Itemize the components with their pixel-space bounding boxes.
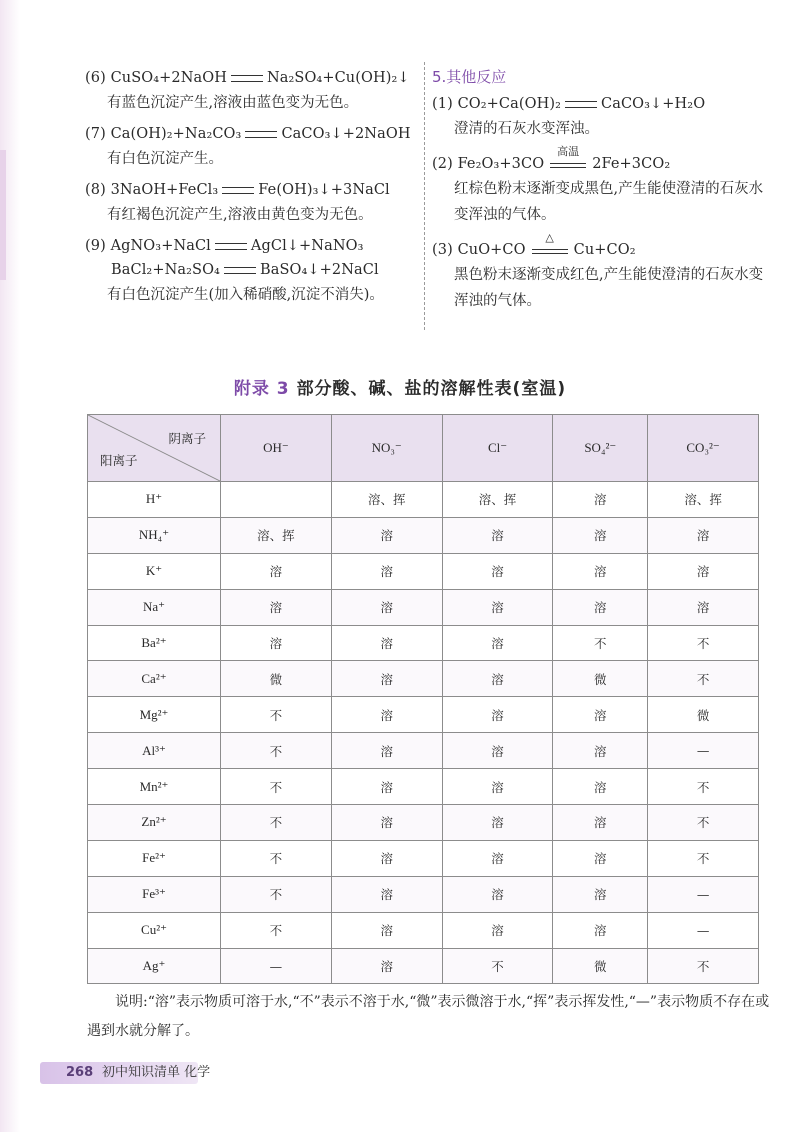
solubility-cell: 溶 — [553, 805, 648, 841]
reaction-r1 — [432, 92, 772, 142]
solubility-cell: 溶 — [331, 912, 442, 948]
reaction-number: (9) — [85, 238, 106, 254]
table-header-row — [88, 415, 759, 482]
reactants: CuSO₄+2NaOH — [110, 70, 227, 86]
solubility-cell: 溶 — [442, 589, 553, 625]
cation-cell: Mg²⁺ — [88, 697, 221, 733]
page-number: 268 — [66, 1065, 94, 1080]
solubility-cell: 溶 — [442, 840, 553, 876]
reaction-equation — [85, 258, 420, 282]
cation-cell: Al³⁺ — [88, 733, 221, 769]
reaction-9 — [85, 234, 420, 308]
table-row — [88, 553, 759, 589]
solubility-cell: 溶 — [331, 876, 442, 912]
products: CaCO₃↓+H₂O — [601, 96, 706, 112]
solubility-cell: 微 — [221, 661, 332, 697]
solubility-cell: 溶 — [331, 840, 442, 876]
reaction-description: 澄清的石灰水变浑浊。 — [454, 121, 599, 137]
solubility-cell: 不 — [648, 805, 759, 841]
cation-cell: H⁺ — [88, 482, 221, 518]
products: Fe(OH)₃↓+3NaCl — [258, 182, 390, 198]
equal-sign — [231, 75, 263, 82]
solubility-cell: 溶 — [331, 625, 442, 661]
products: Na₂SO₄+Cu(OH)₂↓ — [266, 70, 410, 86]
solubility-cell: 溶 — [648, 553, 759, 589]
anion-header: OH⁻ — [221, 415, 332, 482]
solubility-cell: 溶 — [553, 876, 648, 912]
equal-sign — [224, 267, 256, 274]
solubility-cell: 不 — [221, 912, 332, 948]
solubility-cell: 溶 — [331, 948, 442, 984]
reactants: AgNO₃+NaCl — [110, 238, 211, 254]
reaction-description: 有蓝色沉淀产生,溶液由蓝色变为无色。 — [107, 95, 359, 111]
cation-cell: Fe³⁺ — [88, 876, 221, 912]
diagonal-line — [88, 415, 220, 481]
table-row — [88, 517, 759, 553]
equal-sign — [565, 101, 597, 108]
reactants: Fe₂O₃+3CO — [457, 156, 545, 172]
cation-cell: Mn²⁺ — [88, 769, 221, 805]
products: 2Fe+3CO₂ — [592, 156, 671, 172]
right-reactions-column — [432, 66, 772, 320]
anion-header: CO₃²⁻ — [648, 415, 759, 482]
solubility-cell: 溶 — [331, 805, 442, 841]
anion-header: Cl⁻ — [442, 415, 553, 482]
solubility-cell: — — [648, 912, 759, 948]
solubility-cell: 溶 — [442, 805, 553, 841]
reaction-number: (7) — [85, 126, 106, 142]
solubility-table — [87, 414, 759, 984]
reaction-condition — [548, 145, 588, 171]
reaction-condition — [530, 231, 570, 257]
reaction-equation — [432, 231, 772, 262]
table-row — [88, 482, 759, 518]
reaction-equation — [85, 122, 420, 146]
equal-sign — [245, 131, 277, 138]
solubility-cell: 溶 — [442, 517, 553, 553]
solubility-cell: 溶、挥 — [221, 517, 332, 553]
solubility-cell: 溶、挥 — [331, 482, 442, 518]
solubility-cell: — — [648, 876, 759, 912]
solubility-cell: 溶 — [331, 661, 442, 697]
reaction-number: (6) — [85, 70, 106, 86]
table-row — [88, 589, 759, 625]
solubility-cell: — — [221, 948, 332, 984]
cation-cell: Zn²⁺ — [88, 805, 221, 841]
reaction-description: 有白色沉淀产生(加入稀硝酸,沉淀不消失)。 — [107, 287, 384, 303]
reaction-description: 红棕色粉末逐渐变成黑色,产生能使澄清的石灰水变浑浊的气体。 — [454, 181, 764, 223]
solubility-cell: 溶 — [553, 553, 648, 589]
solubility-cell: 微 — [553, 661, 648, 697]
reaction-equation — [432, 92, 772, 116]
appendix-heading: 部分酸、碱、盐的溶解性表(室温) — [296, 379, 567, 399]
anion-header: SO₄²⁻ — [553, 415, 648, 482]
solubility-cell: 溶 — [553, 733, 648, 769]
solubility-cell: 溶 — [221, 589, 332, 625]
reaction-r3 — [432, 231, 772, 314]
solubility-cell: 不 — [553, 625, 648, 661]
anion-axis-label: 阴离子 — [168, 431, 206, 446]
solubility-cell: 溶 — [553, 697, 648, 733]
solubility-cell: 溶 — [442, 625, 553, 661]
reaction-equation — [85, 66, 420, 90]
table-corner-cell — [88, 415, 221, 482]
solubility-cell: 溶 — [442, 876, 553, 912]
reaction-description: 有白色沉淀产生。 — [107, 151, 223, 167]
solubility-cell: 溶 — [442, 769, 553, 805]
solubility-cell: 溶 — [331, 517, 442, 553]
table-row — [88, 733, 759, 769]
solubility-cell: 溶 — [221, 625, 332, 661]
appendix-title — [0, 374, 800, 399]
table-row — [88, 876, 759, 912]
condition-label: △ — [545, 231, 554, 244]
solubility-cell: 溶 — [553, 482, 648, 518]
solubility-cell: 溶 — [442, 661, 553, 697]
cation-cell: Cu²⁺ — [88, 912, 221, 948]
solubility-cell: 不 — [221, 733, 332, 769]
solubility-cell: 不 — [648, 948, 759, 984]
reactants: Ca(OH)₂+Na₂CO₃ — [110, 126, 242, 142]
solubility-cell: 溶 — [648, 589, 759, 625]
products: Cu+CO₂ — [573, 242, 636, 258]
solubility-cell: — — [648, 733, 759, 769]
solubility-cell: 溶 — [553, 912, 648, 948]
solubility-cell: 溶 — [442, 553, 553, 589]
solubility-cell: 溶 — [442, 697, 553, 733]
table-row — [88, 697, 759, 733]
solubility-cell: 不 — [221, 876, 332, 912]
solubility-cell: 不 — [221, 805, 332, 841]
equal-sign — [222, 187, 254, 194]
solubility-cell: 不 — [221, 840, 332, 876]
solubility-cell: 溶 — [553, 517, 648, 553]
legend-note: 说明:“溶”表示物质可溶于水,“不”表示不溶于水,“微”表示微溶于水,“挥”表示挥发性,“—”表示物质不存在或遇到水就分解了。 — [87, 994, 770, 1039]
solubility-cell: 溶 — [331, 769, 442, 805]
table-row — [88, 912, 759, 948]
products: CaCO₃↓+2NaOH — [281, 126, 411, 142]
reaction-7 — [85, 122, 420, 172]
table-row — [88, 948, 759, 984]
reaction-number: (2) — [432, 156, 453, 172]
solubility-cell: 溶 — [553, 840, 648, 876]
table-row — [88, 625, 759, 661]
table-row — [88, 805, 759, 841]
page-edge-mark — [0, 150, 6, 280]
reaction-description: 黑色粉末逐渐变成红色,产生能使澄清的石灰水变浑浊的气体。 — [454, 267, 764, 309]
anion-header: NO₃⁻ — [331, 415, 442, 482]
products: BaSO₄↓+2NaCl — [259, 262, 379, 278]
solubility-cell: 不 — [648, 769, 759, 805]
solubility-cell: 溶 — [553, 589, 648, 625]
cation-cell: Ba²⁺ — [88, 625, 221, 661]
solubility-cell: 溶 — [331, 589, 442, 625]
cation-cell: Ca²⁺ — [88, 661, 221, 697]
reaction-equation — [85, 234, 420, 258]
table-body — [88, 482, 759, 984]
reactants: 3NaOH+FeCl₃ — [110, 182, 219, 198]
solubility-cell: 溶 — [442, 733, 553, 769]
reaction-equation — [432, 145, 772, 176]
equal-sign — [550, 163, 586, 168]
column-divider — [424, 62, 425, 330]
solubility-cell: 不 — [221, 697, 332, 733]
reactants: CuO+CO — [457, 242, 526, 258]
products: AgCl↓+NaNO₃ — [250, 238, 364, 254]
solubility-cell: 不 — [442, 948, 553, 984]
solubility-cell: 溶、挥 — [442, 482, 553, 518]
solubility-cell: 溶、挥 — [648, 482, 759, 518]
solubility-cell: 不 — [221, 769, 332, 805]
reactants: BaCl₂+Na₂SO₄ — [111, 262, 220, 278]
solubility-cell: 溶 — [331, 697, 442, 733]
cation-cell: Fe²⁺ — [88, 840, 221, 876]
solubility-cell: 溶 — [442, 912, 553, 948]
solubility-cell: 溶 — [648, 517, 759, 553]
solubility-cell: 溶 — [331, 553, 442, 589]
reactants: CO₂+Ca(OH)₂ — [457, 96, 562, 112]
reaction-8 — [85, 178, 420, 228]
reaction-number: (1) — [432, 96, 453, 112]
solubility-cell: 不 — [648, 625, 759, 661]
cation-cell: Na⁺ — [88, 589, 221, 625]
reaction-r2 — [432, 145, 772, 228]
reaction-6 — [85, 66, 420, 116]
book-title: 初中知识清单 化学 — [102, 1065, 211, 1080]
solubility-cell: 不 — [648, 661, 759, 697]
reaction-equation — [85, 178, 420, 202]
left-reactions-column — [85, 66, 420, 314]
solubility-cell: 溶 — [221, 553, 332, 589]
equal-sign — [215, 243, 247, 250]
cation-cell: Ag⁺ — [88, 948, 221, 984]
equal-sign — [532, 249, 568, 254]
condition-label: 高温 — [557, 145, 580, 158]
solubility-cell: 微 — [553, 948, 648, 984]
solubility-cell: 溶 — [553, 769, 648, 805]
appendix-label: 附录 3 — [233, 379, 290, 399]
reaction-description: 有红褐色沉淀产生,溶液由黄色变为无色。 — [107, 207, 373, 223]
solubility-cell — [221, 482, 332, 518]
solubility-cell: 溶 — [331, 733, 442, 769]
cation-axis-label: 阳离子 — [100, 453, 138, 468]
cation-cell: NH₄⁺ — [88, 517, 221, 553]
reaction-number: (3) — [432, 242, 453, 258]
reaction-number: (8) — [85, 182, 106, 198]
solubility-cell: 微 — [648, 697, 759, 733]
section-title: 5.其他反应 — [432, 68, 507, 86]
table-row — [88, 769, 759, 805]
solubility-cell: 不 — [648, 840, 759, 876]
table-row — [88, 840, 759, 876]
table-row — [88, 661, 759, 697]
cation-cell: K⁺ — [88, 553, 221, 589]
